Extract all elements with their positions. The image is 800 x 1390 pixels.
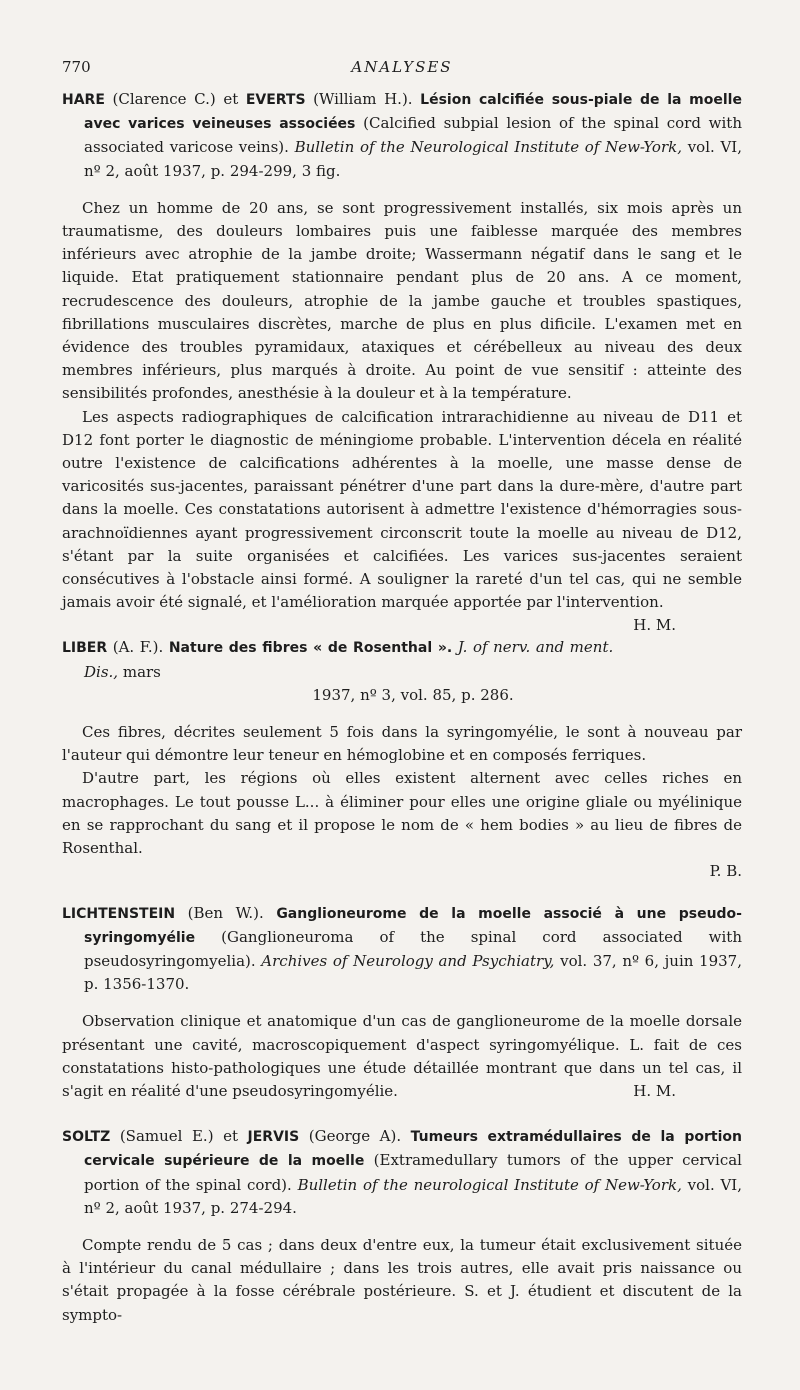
author-name: EVERTS [245, 92, 306, 108]
running-header [62, 56, 742, 82]
paragraph [62, 406, 742, 635]
paragraph: D'autre part, les régions où elles existent alternent avec celles riches en macrophages. Le tout pousse L... à éliminer pour elles une origine gliale ou myélinique en se rapprochant du sang et il propose le nom de « hem bodies » au lieu de fibres de Rosenthal. [62, 769, 742, 858]
citation: vol. VI, nº 2, août 1937, p. 294-299, 3 fig. [84, 138, 742, 180]
reviewer-signature: H. M. [633, 1081, 676, 1100]
article-title-english: (Calcified subpial lesion of the spinal cord with associated varicose veins). [84, 114, 742, 157]
review-entry-soltz [62, 1125, 742, 1327]
article-title: Tumeurs extramédullaires de la portion cervicale supérieure de la moelle [84, 1129, 742, 1170]
author-name: SOLTZ [62, 1129, 111, 1146]
journal-name: Bulletin of the neurological Institute of New-York, [297, 1175, 682, 1194]
page-number: 770 [62, 58, 91, 76]
citation-part: 1937, nº 3, vol. 85, p. 286. [312, 685, 514, 704]
author-name: LIBER [62, 640, 108, 657]
review-entry-lichtenstein [62, 902, 742, 1104]
article-title-english: (Extramedullary tumors of the upper cervical portion of the spinal cord). [84, 1151, 742, 1194]
reference [62, 88, 742, 183]
reference [62, 1125, 742, 1220]
author-first-name: (Ben W.). [187, 903, 264, 922]
reference [62, 636, 742, 707]
review-entry-liber [62, 636, 742, 883]
reviewer-signature: P. B. [709, 862, 742, 881]
reference [62, 902, 742, 997]
review-entry-hare [62, 88, 742, 635]
paragraph [62, 1010, 742, 1103]
author-name: LICHTENSTEIN [62, 905, 176, 922]
author-first-name: (George A). [308, 1127, 402, 1146]
citation: vol. VI, nº 2, août 1937, p. 274-294. [84, 1175, 742, 1217]
conjunction: et [223, 1127, 238, 1146]
article-title: Lésion calcifiée sous-piale de la moelle avec varices veineuses associées [84, 92, 742, 133]
paragraph: Compte rendu de 5 cas ; dans deux d'entre eux, la tumeur était exclusivement située à l'intérieur du canal médullaire ; dans les trois autres, elle avait pris naissance ou s'était propagée à la fosse cérébrale postérieure. S. et J. étudient et discutent de la sympto- [62, 1235, 742, 1324]
article-title: Ganglioneurome de la moelle associé à une pseudo-syringomyélie [84, 905, 742, 946]
article-title-english: (Ganglioneuroma of the spinal cord associated with pseudosyringomyelia). [84, 927, 742, 970]
running-title: ANALYSES [351, 58, 453, 76]
page [62, 56, 742, 1327]
article-title: Nature des fibres « de Rosenthal ». [168, 640, 453, 657]
author-name: HARE [62, 92, 105, 108]
citation: vol. 37, nº 6, juin 1937, p. 1356-1370. [84, 951, 742, 994]
reviewer-signature: H. M. [633, 616, 676, 635]
author-first-name: (Clarence C.) [112, 90, 216, 108]
author-first-name: (Samuel E.) [119, 1127, 214, 1146]
journal-name: Archives of Neurology and Psychiatry, [261, 951, 555, 970]
paragraph-text: Observation clinique et anatomique d'un cas de ganglioneurome de la moelle dorsale présentant une cavité, macroscopiquement d'aspect syringomyélique. L. fait de ces constatations histo-pathologiques une étude détaillée montrant que dans un tel cas, il s'agit en réalité d'une pseudosyringomyélie. [62, 1012, 742, 1100]
conjunction: et [223, 90, 239, 108]
author-first-name: (A. F.). [112, 638, 164, 657]
journal-name: J. of nerv. and ment. Dis., [84, 638, 614, 681]
paragraph-text: Les aspects radiographiques de calcification intrarachidienne au niveau de D11 et D12 font porter le diagnostic de méningiome probable. L'intervention décela en réalité outre l'existence de calcifications adhérentes à la moelle, une masse dense de varicosités sus-jacentes, paraissant pénétrer d'une part dans la dure-mère, d'autre part dans la moelle. Ces constatations autorisent à admettre l'existence d'hémorragies sous-arachnoïdiennes ayant progressivement circonscrit toute la moelle au niveau de D12, s'étant par la suite organisées et calcifiées. Les varices sus-jacentes seraient consécutives à l'obstacle ainsi formé. A souligner la rareté d'un tel cas, qui ne semble jamais avoir été signalé, et l'amélioration marquée apportée par l'intervention. [62, 407, 742, 612]
journal-name: Bulletin of the Neurological Institute of New-York, [294, 138, 682, 157]
author-first-name: (William H.). [313, 90, 413, 108]
citation-part: mars [122, 662, 161, 681]
paragraph: Ces fibres, décrites seulement 5 fois dans la syringomyélie, le sont à nouveau par l'auteur qui démontre leur teneur en hémoglobine et en composés ferriques. [62, 723, 742, 765]
author-name: JERVIS [247, 1129, 300, 1146]
paragraph: Chez un homme de 20 ans, se sont progressivement installés, six mois après un traumatisme, des douleurs lombaires puis une faiblesse marquée des membres inférieurs avec atrophie de la jambe droite; Wassermann négatif dans le sang et le liquide. Etat pratiquement stationnaire pendant plus de 20 ans. A ce moment, recrudescence des douleurs, atrophie de la jambe gauche et troubles spastiques, fibrillations musculaires discrètes, marche de plus en plus dificile. L'examen met en évidence des troubles pyramidaux, ataxiques et cérébelleux au niveau des deux membres inférieurs, plus marqués à droite. Au point de vue sensitif : atteinte des sensibilités profondes, anesthésie à la douleur et à la température. [62, 198, 742, 403]
